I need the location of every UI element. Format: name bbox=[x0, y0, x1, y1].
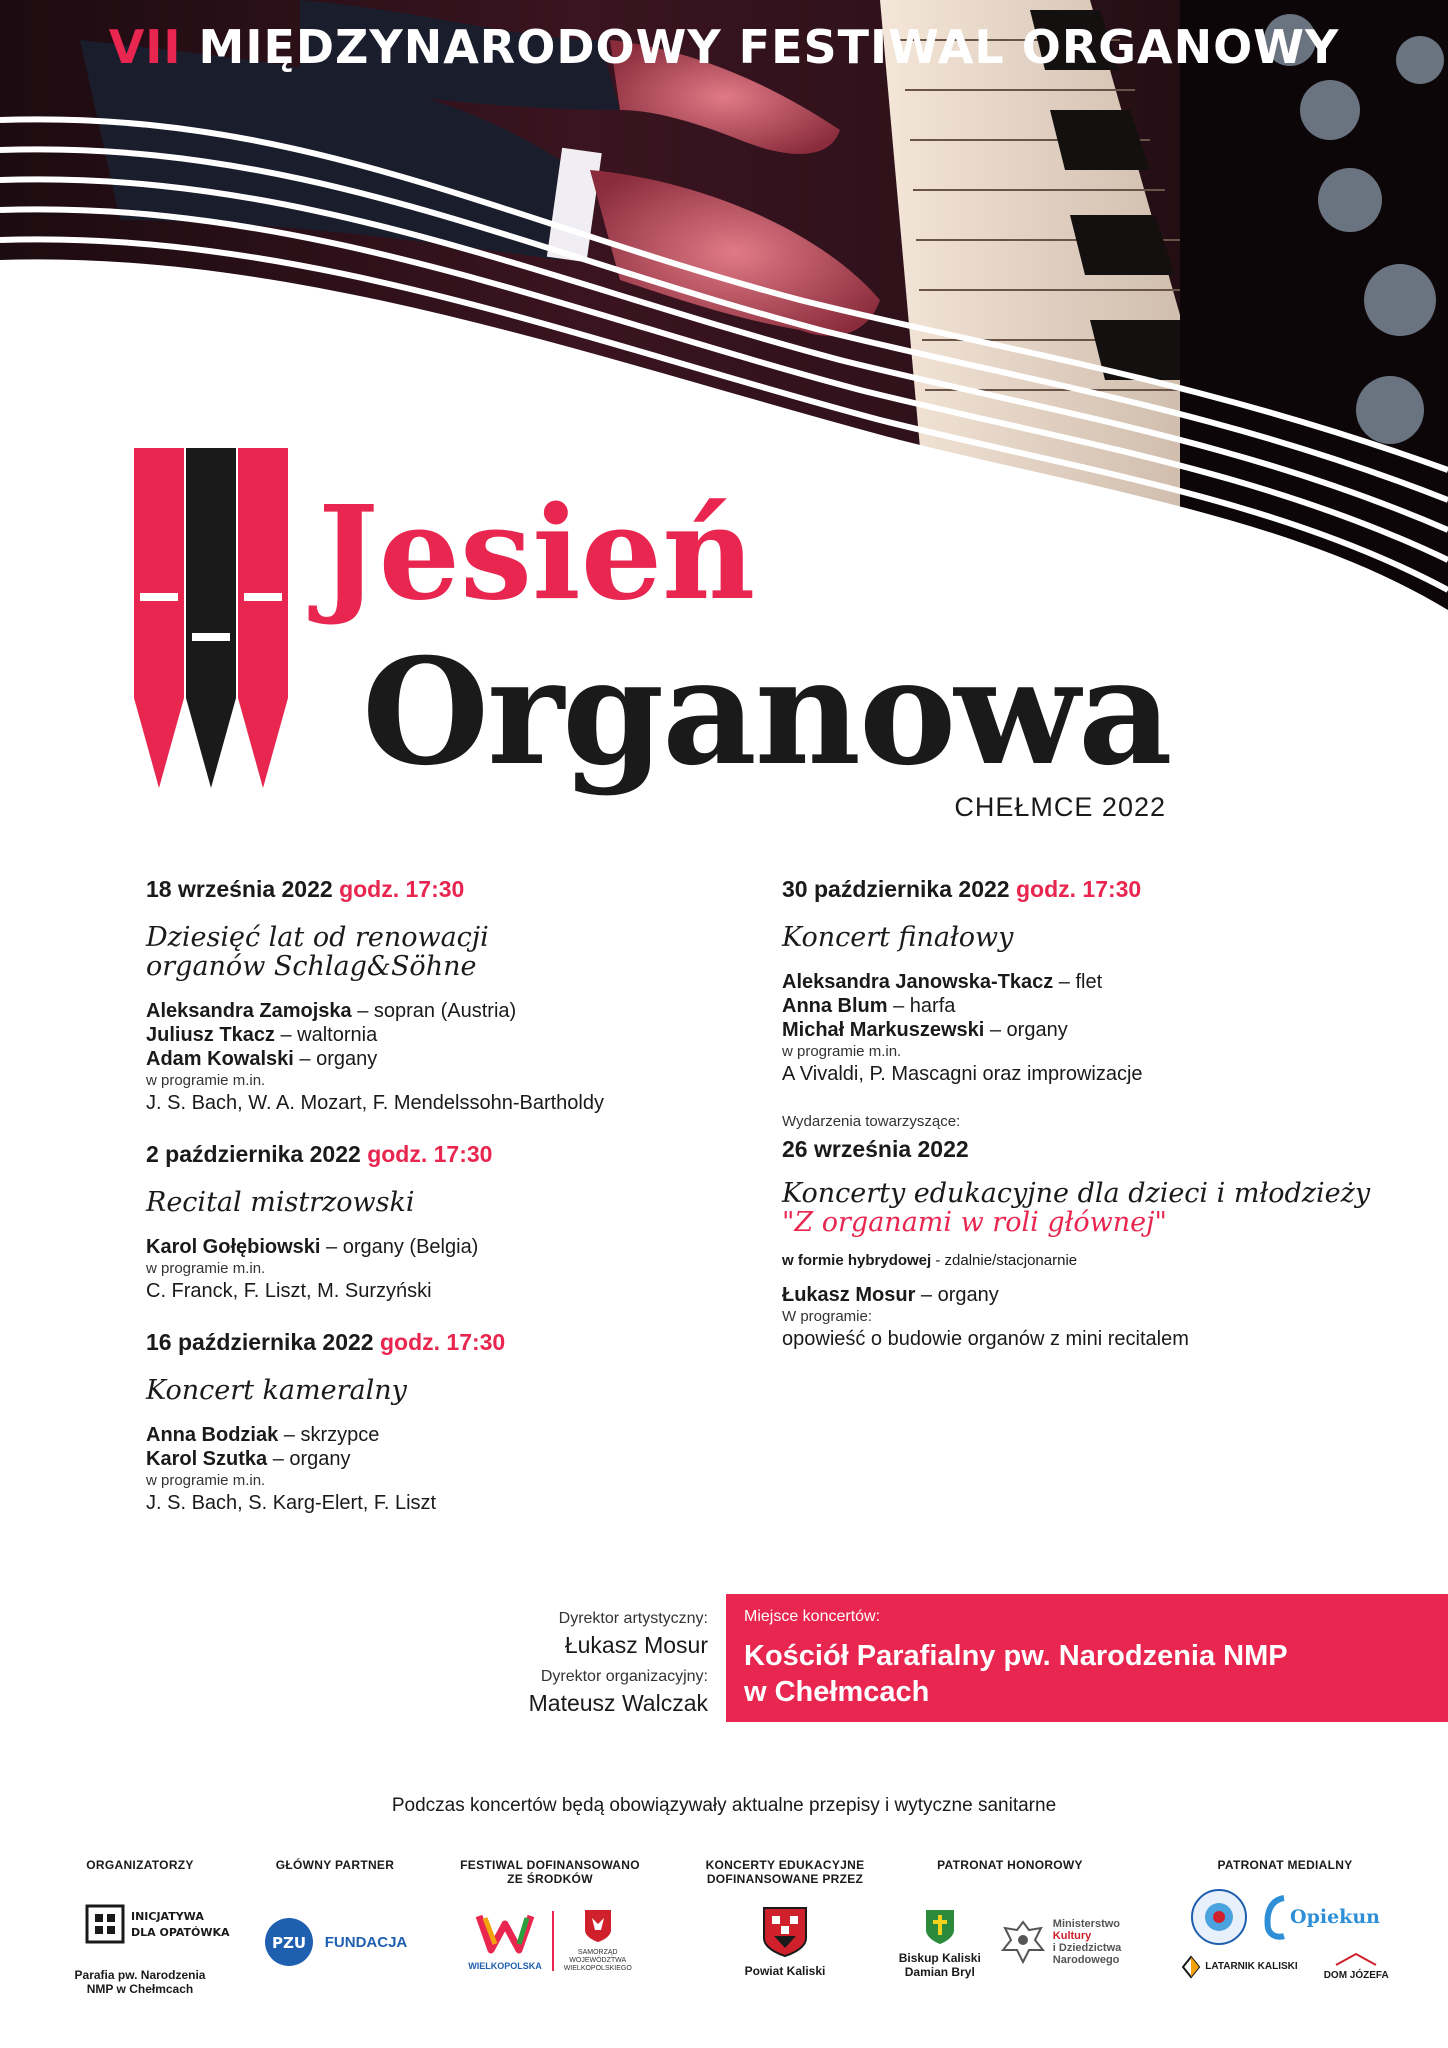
venue-name: Kościół Parafialny pw. Narodzenia NMP w Chełmcach bbox=[744, 1640, 1288, 1708]
performer: Michał Markuszewski – organy bbox=[782, 1019, 1068, 1041]
festival-name: MIĘDZYNARODOWY FESTIWAL ORGANOWY bbox=[198, 20, 1340, 74]
subtitle-location-year: CHEŁMCE 2022 bbox=[954, 792, 1166, 822]
program-label: w programie m.in. bbox=[782, 1043, 902, 1060]
wielkopolska-logo bbox=[468, 1910, 542, 1971]
sponsor-group-title: PATRONAT HONOROWY bbox=[937, 1858, 1083, 1872]
event-date: 2 października 2022 godz. 17:30 bbox=[146, 1141, 493, 1167]
pzu-mark-icon bbox=[263, 1916, 315, 1968]
program-composers: A Vivaldi, P. Mascagni oraz improwizacje bbox=[782, 1063, 1143, 1085]
performer: Aleksandra Janowska-Tkacz – flet bbox=[782, 971, 1103, 993]
event-title: Recital mistrzowski bbox=[146, 1187, 415, 1218]
bishop-crest-icon bbox=[923, 1906, 957, 1946]
event-title: Dziesięć lat od renowacji organów Schlag&Söhne bbox=[146, 922, 489, 982]
performer: Karol Gołębiowski – organy (Belgia) bbox=[146, 1236, 479, 1258]
wielkopolska-text: WIELKOPOLSKA bbox=[468, 1961, 542, 1971]
events-right-column bbox=[782, 876, 1382, 1377]
polish-eagle-icon bbox=[999, 1916, 1047, 1968]
event-16-october bbox=[146, 1329, 706, 1515]
house-roof-icon bbox=[1332, 1952, 1380, 1966]
sanitary-note: Podczas koncertów będą obowiązywały aktualne przepisy i wytyczne sanitarne bbox=[391, 1795, 1057, 1816]
sponsors-strip bbox=[0, 1858, 1448, 2018]
performer: Juliusz Tkacz – waltornia bbox=[146, 1024, 378, 1046]
event-date: 16 października 2022 godz. 17:30 bbox=[146, 1329, 506, 1355]
performer: Anna Blum – harfa bbox=[782, 995, 956, 1017]
organizer-caption: Parafia pw. Narodzenia NMP w Chełmcach bbox=[74, 1968, 206, 1996]
inicjatywa-logo-line2: DLA OPATÓWKA bbox=[131, 1926, 230, 1939]
festival-number: VII bbox=[108, 20, 182, 74]
program-composers: C. Franck, F. Liszt, M. Surzyński bbox=[146, 1280, 432, 1302]
event-date: 26 września 2022 bbox=[782, 1136, 969, 1162]
program-composers: J. S. Bach, W. A. Mozart, F. Mendelssohn-Bartholdy bbox=[146, 1092, 604, 1114]
pzu-mark-text: PZU bbox=[271, 1934, 306, 1952]
dom-jozefa-logo bbox=[1324, 1952, 1389, 1981]
ministry-text: Ministerstwo Kultury i Dziedzictwa Narodowego bbox=[1052, 1918, 1122, 1966]
artistic-director-label: Dyrektor artystyczny: bbox=[558, 1610, 708, 1627]
inicjatywa-logo bbox=[65, 1898, 230, 1954]
organ-pipes-logo bbox=[130, 448, 290, 788]
sponsor-group-title: FESTIWAL DOFINANSOWANO ZE ŚRODKÓW bbox=[460, 1858, 640, 1886]
event-30-october bbox=[782, 876, 1382, 1086]
event-title: Koncerty edukacyjne dla dzieci i młodzieży "Z organami w roli głównej" bbox=[782, 1178, 1371, 1238]
funding-divider bbox=[552, 1911, 554, 1971]
directors-block bbox=[529, 1608, 708, 1724]
program-description: opowieść o budowie organów z mini recitalem bbox=[782, 1328, 1189, 1350]
performer: Aleksandra Zamojska – sopran (Austria) bbox=[146, 1000, 517, 1022]
sponsor-group-title: PATRONAT MEDIALNY bbox=[1217, 1858, 1353, 1872]
side-events-label: Wydarzenia towarzyszące: bbox=[782, 1113, 961, 1130]
powiat-kaliski-crest-icon bbox=[762, 1906, 808, 1958]
venue-label: Miejsce koncertów: bbox=[744, 1608, 881, 1625]
sponsor-organizers bbox=[50, 1858, 230, 1996]
event-18-september bbox=[146, 876, 706, 1115]
event-2-october bbox=[146, 1141, 706, 1303]
dom-jozefa-text: DOM JÓZEFA bbox=[1323, 1970, 1389, 1981]
opiekun-logo bbox=[1264, 1894, 1380, 1940]
latarnik-text: LATARNIK KALISKI bbox=[1205, 1961, 1298, 1972]
inicjatywa-logo-line1: INICJATYWA bbox=[131, 1910, 204, 1923]
eagle-shield-icon bbox=[583, 1908, 613, 1944]
sponsor-honorary bbox=[890, 1858, 1130, 1979]
events-left-column bbox=[146, 876, 706, 1541]
lighthouse-icon bbox=[1181, 1955, 1201, 1979]
sponsor-group-title: ORGANIZATORZY bbox=[86, 1858, 194, 1872]
event-date: 18 września 2022 godz. 17:30 bbox=[146, 876, 465, 902]
performer: Łukasz Mosur – organy bbox=[782, 1284, 999, 1306]
program-label: w programie m.in. bbox=[146, 1472, 266, 1489]
organizational-director-name: Mateusz Walczak bbox=[528, 1690, 708, 1716]
biskup-caption: Biskup Kaliski Damian Bryl bbox=[898, 1951, 981, 1979]
sponsor-group-title: GŁÓWNY PARTNER bbox=[275, 1858, 395, 1872]
samorzad-text: SAMORZĄD WOJEWÓDZTWA WIELKOPOLSKIEGO bbox=[563, 1949, 632, 1972]
program-label: W programie: bbox=[782, 1308, 873, 1325]
program-label: w programie m.in. bbox=[146, 1072, 266, 1089]
latarnik-logo bbox=[1181, 1955, 1297, 1979]
program-composers: J. S. Bach, S. Karg-Elert, F. Liszt bbox=[146, 1492, 437, 1514]
event-side-26-september bbox=[782, 1112, 1382, 1351]
sponsor-media bbox=[1170, 1858, 1400, 1981]
title-organowa: Organowa bbox=[362, 627, 1171, 798]
samorzad-logo bbox=[564, 1908, 632, 1973]
performer: Anna Bodziak – skrzypce bbox=[146, 1424, 380, 1446]
pzu-logo bbox=[250, 1916, 420, 1968]
program-label: w programie m.in. bbox=[146, 1260, 266, 1277]
performer: Karol Szutka – organy bbox=[146, 1448, 351, 1470]
wielkopolska-mark-icon bbox=[475, 1910, 535, 1956]
festival-heading bbox=[0, 20, 1448, 74]
pzu-fundacja-text: FUNDACJA bbox=[324, 1933, 408, 1951]
artistic-director-name: Łukasz Mosur bbox=[564, 1632, 708, 1658]
sponsor-funding bbox=[440, 1858, 660, 1973]
opiekun-mark-icon bbox=[1264, 1894, 1288, 1940]
event-format: w formie hybrydowej - zdalnie/stacjonarnie bbox=[782, 1252, 1078, 1269]
event-date: 30 października 2022 godz. 17:30 bbox=[782, 876, 1142, 902]
parish-radio-logo-icon bbox=[1190, 1888, 1248, 1946]
sponsor-education bbox=[690, 1858, 880, 1978]
event-title: Koncert kameralny bbox=[146, 1375, 407, 1406]
sponsor-main-partner bbox=[250, 1858, 420, 1968]
biskup-logo bbox=[899, 1906, 981, 1979]
powiat-kaliski-caption: Powiat Kaliski bbox=[744, 1964, 826, 1978]
venue-box bbox=[726, 1594, 1448, 1722]
sponsor-group-title: KONCERTY EDUKACYJNE DOFINANSOWANE PRZEZ bbox=[705, 1858, 865, 1886]
performer: Adam Kowalski – organy bbox=[146, 1048, 378, 1070]
ministry-logo bbox=[999, 1916, 1121, 1968]
event-title: Koncert finałowy bbox=[782, 922, 1014, 953]
title-jesien: Jesień bbox=[318, 479, 756, 629]
opiekun-text: Opiekun bbox=[1290, 1906, 1380, 1928]
organizational-director-label: Dyrektor organizacyjny: bbox=[540, 1668, 708, 1685]
